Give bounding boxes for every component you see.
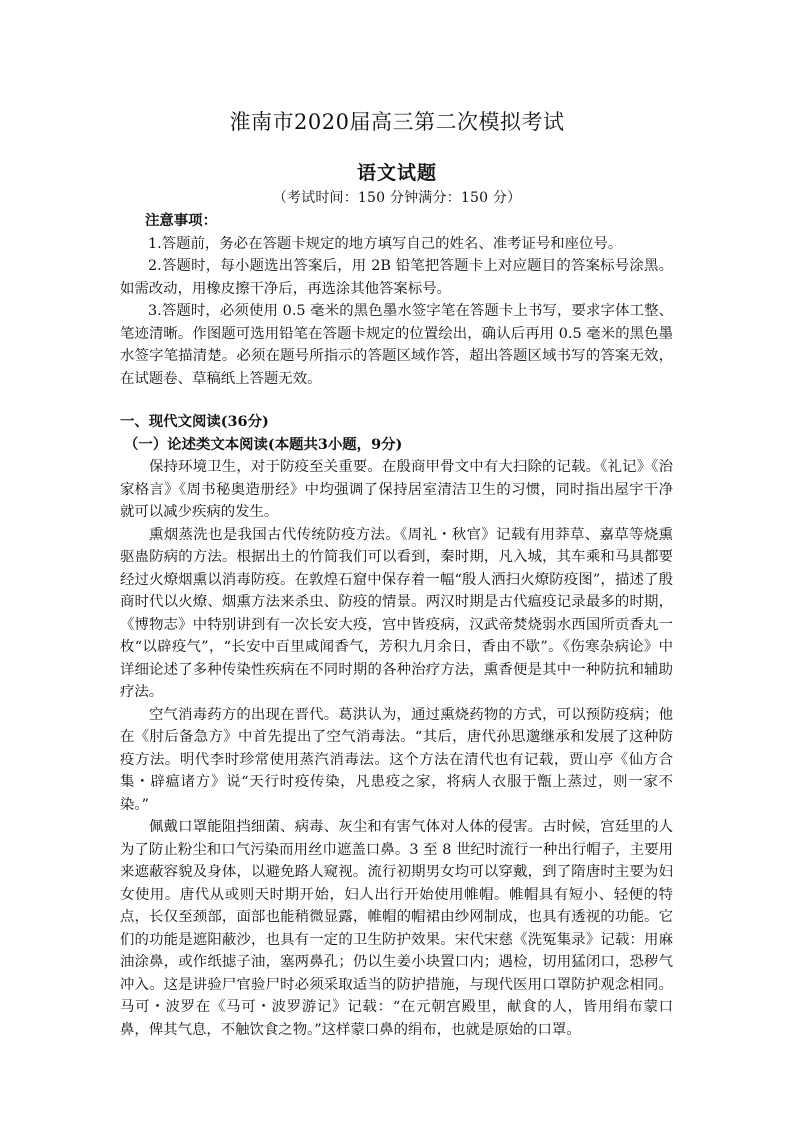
exam-body	[120, 210, 673, 1041]
notice-item: 1.答题前，务必在答题卡规定的地方填写自己的姓名、准考证号和座位号。	[148, 235, 623, 252]
notice-item: 3.答题时，必须使用 0.5 毫米的黑色墨水签字笔在答题卡上书写，要求字体工整、笔迹清晰。作图题可选用铅笔在答题卡规定的位置绘出，确认后再用 0.5 毫米的黑色墨水签字笔描清楚。必须在题号所指示的答题区域作答，超出答题区域书写的答案无效，在试题卷、草稿纸上答题无效。	[120, 303, 673, 387]
subsection-heading: （一）论述类文本阅读(本题共3小题，9分)	[124, 435, 403, 453]
notice-heading: 注意事项：	[145, 212, 217, 229]
exam-time-info: （考试时间：150 分钟满分：150 分）	[272, 190, 522, 206]
subject-title: 语文试题	[356, 162, 437, 184]
exam-title: 淮南市2020届高三第二次模拟考试	[229, 110, 565, 134]
passage-paragraph: 佩戴口罩能阻挡细菌、病毒、灰尘和有害气体对人体的侵害。古时候，宫廷里的人为了防止粉尘和口气污染而用丝巾遮盖口鼻。3 至 8 世纪时流行一种出行帽子，主要用来遮蔽容貌及身体，以避免路人窥视。流行初期男女均可以穿戴，到了隋唐时主要为妇女使用。唐代从或则天时期开始，妇人出行开始使用帷帽。帷帽具有短小、轻便的特点，长仅至颈部，面部也能稍微显露，帷帽的帽裙由纱网制成，也具有透视的功能。它们的功能是遮阳蔽沙，也具有一定的卫生防护效果。宋代宋慈《洗冤集录》记载：用麻油涂鼻，或作纸摅子油，塞两鼻孔；仍以生姜小块置口内；遇检，切用猛闭口，恐秽气冲入。这是讲验尸官验尸时必须采取适当的防护措施，与现代医用口罩防护观念相同。马可・波罗在《马可・波罗游记》记载：“在元朝宫殿里，献食的人，皆用绢布蒙口鼻，俾其气息，不触饮食之物。”这样蒙口鼻的绢布，也就是原始的口罩。	[120, 819, 673, 1038]
passage-paragraph: 熏烟蒸洗也是我国古代传统防疫方法。《周礼・秋官》记载有用莽草、嘉草等烧熏驱蛊防病的方法。根据出土的竹简我们可以看到，秦时期，凡入城，其车乘和马具都要经过火燎烟熏以消毒防疫。在敦煌石窟中保存着一幅“殷人洒扫火燎防疫图”，描述了殷商时代以火燎、烟熏方法来杀虫、防疫的情景。两汉时期是古代瘟疫记录最多的时期，《博物志》中特别讲到有一次长安大疫，宫中皆疫病，汉武帝焚烧弱水西国所贡香丸一枚“以辟疫气”，“长安中百里咸闻香气，芳积九月余日，香由不歇”。《伤寒杂病论》中详细论述了多种传染性疾病在不同时期的各种治疗方法，熏香便是其中一种防抗和辅助疗法。	[120, 526, 673, 700]
section-heading: 一、现代文阅读(36分)	[120, 413, 269, 430]
notice-item: 2.答题时，每小题选出答案后，用 2B 铅笔把答题卡上对应题目的答案标号涂黑。如需改动，用橡皮擦干净后，再选涂其他答案标号。	[120, 258, 673, 297]
passage-paragraph: 空气消毒药方的出现在晋代。葛洪认为，通过熏烧药物的方式，可以预防疫病；他在《肘后备急方》中首先提出了空气消毒法。“其后，唐代孙思邈继承和发展了这种防疫方法。明代李时珍常使用蒸汽消毒法。这个方法在清代也有记载，贾山亭《仙方合集・辟瘟诸方》说“天行时疫传染，凡患疫之家，将病人衣服于甑上蒸过，则一家不染。”	[120, 706, 673, 813]
passage-paragraph: 保持环境卫生，对于防疫至关重要。在殷商甲骨文中有大扫除的记载。《礼记》《治家格言》《周书秘奥造册经》中均强调了保持居室清洁卫生的习惯，同时指出屋宇干净就可以减少疾病的发生。	[120, 459, 673, 520]
